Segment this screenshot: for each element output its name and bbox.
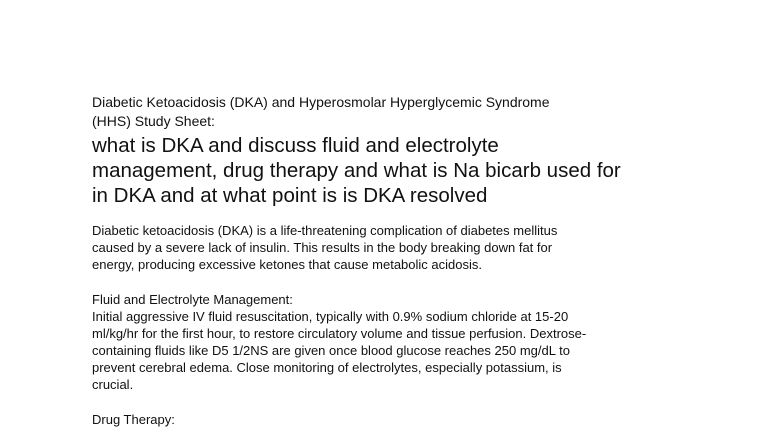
document-subtitle: Diabetic Ketoacidosis (DKA) and Hyperosmolar Hyperglycemic Syndrome (HHS) Study Sheet: xyxy=(92,94,550,129)
document-content xyxy=(92,93,764,428)
intro-paragraph: Diabetic ketoacidosis (DKA) is a life-threatening complication of diabetes mellitus caused by a severe lack of insulin. This results in the body breaking down fat for energy, producing excessive ketones that cause metabolic acidosis. xyxy=(92,223,558,272)
drug-section-title: Drug Therapy: xyxy=(92,412,175,427)
fluid-section-body: Initial aggressive IV fluid resuscitation, typically with 0.9% sodium chloride at 15-20 ml/kg/hr for the first hour, to restore circulatory volume and tissue perfusion. Dextrose- containing fluids like D5 1/2NS are given once blood glucose reaches 250 mg/dL to prevent cerebral edema. Close monitoring of electrolytes, especially potassium, is crucial. xyxy=(92,309,587,392)
fluid-section-title: Fluid and Electrolyte Management: xyxy=(92,292,293,307)
document-question-heading: what is DKA and discuss fluid and electrolyte management, drug therapy and what is Na bicarb used for in DKA and at what point is is DKA resolved xyxy=(92,134,621,207)
